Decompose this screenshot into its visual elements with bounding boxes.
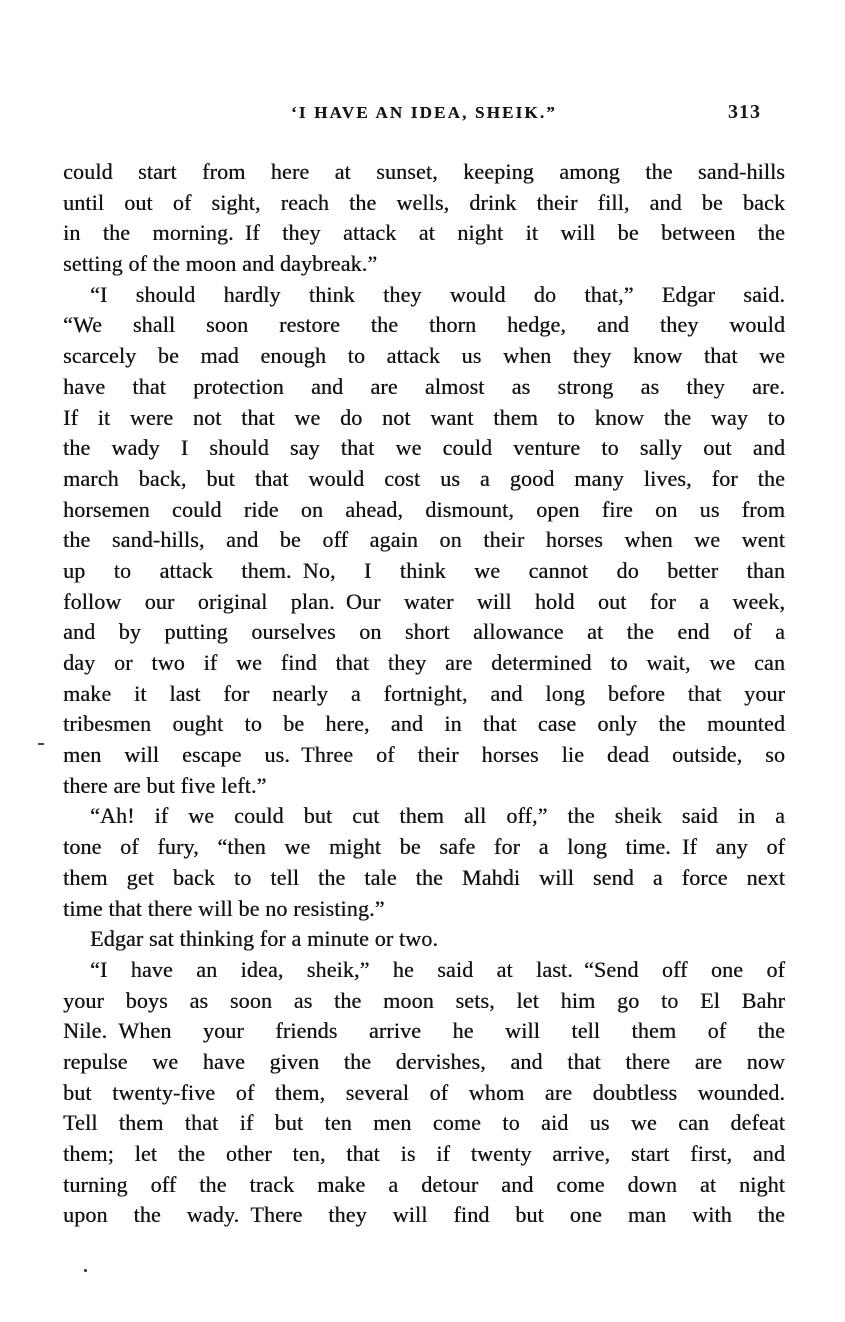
text-line: upon the wady. There they will find but one man with the <box>63 1202 785 1228</box>
text-line: follow our original plan. Our water will hold out for a week, <box>63 588 785 614</box>
body-text <box>63 157 785 1231</box>
text-line: “We shall soon restore the thorn hedge, and they would <box>63 312 785 338</box>
text-line: the wady I should say that we could venture to sally out and <box>63 435 785 461</box>
text-line: have that protection and are almost as strong as they are. <box>63 373 785 399</box>
text-line: setting of the moon and daybreak.” <box>63 251 378 277</box>
running-header-title: ‘I HAVE AN IDEA, SHEIK.” <box>291 103 557 122</box>
text-line: your boys as soon as the moon sets, let him go to El Bahr <box>63 987 785 1013</box>
text-line: and by putting ourselves on short allowance at the end of a <box>63 619 785 645</box>
text-line: tribesmen ought to be here, and in that case only the mounted <box>63 711 785 737</box>
text-line: Tell them that if but ten men come to aid us we can defeat <box>63 1110 785 1136</box>
text-line: scarcely be mad enough to attack us when they know that we <box>63 343 785 369</box>
text-line: could start from here at sunset, keeping among the sand-hills <box>63 159 785 184</box>
text-line: “Ah! if we could but cut them all off,” the sheik said in a <box>90 803 785 829</box>
scan-artifact-dot <box>84 1269 87 1272</box>
text-line: tone of fury, “then we might be safe for a long time. If any of <box>63 834 785 860</box>
text-line: there are but five left.” <box>63 772 267 798</box>
text-line: make it last for nearly a fortnight, and long before that your <box>63 680 785 706</box>
running-header <box>63 103 785 129</box>
text-line: Nile. When your friends arrive he will tell them of the <box>63 1018 785 1044</box>
text-line: the sand-hills, and be off again on their horses when we went <box>63 527 785 553</box>
text-line: “I have an idea, sheik,” he said at last. “Send off one of <box>90 956 785 982</box>
text-line: them; let the other ten, that is if twenty arrive, start first, and <box>63 1141 785 1166</box>
text-line: in the morning. If they attack at night it will be between the <box>63 220 785 246</box>
text-line: “I should hardly think they would do that,” Edgar said. <box>90 281 785 307</box>
text-line: them get back to tell the tale the Mahdi will send a force next <box>63 864 785 890</box>
text-line: but twenty-five of them, several of whom are doubtless wounded. <box>63 1079 785 1105</box>
text-line: repulse we have given the dervishes, and that there are now <box>63 1048 785 1074</box>
text-line: If it were not that we do not want them to know the way to <box>63 404 785 430</box>
text-line: men will escape us. Three of their horses lie dead outside, so <box>63 742 785 768</box>
text-line: day or two if we find that they are determined to wait, we can <box>63 650 785 675</box>
text-line: time that there will be no resisting.” <box>63 895 385 921</box>
text-line: march back, but that would cost us a good many lives, for the <box>63 465 785 491</box>
scan-artifact-dash <box>38 743 44 745</box>
page-number: 313 <box>728 101 761 123</box>
text-line: horsemen could ride on ahead, dismount, open fire on us from <box>63 496 785 522</box>
text-line: turning off the track make a detour and come down at night <box>63 1171 785 1197</box>
text-line: up to attack them. No, I think we cannot do better than <box>63 557 785 583</box>
text-line: until out of sight, reach the wells, drink their fill, and be back <box>63 189 785 215</box>
text-line: Edgar sat thinking for a minute or two. <box>90 926 438 952</box>
